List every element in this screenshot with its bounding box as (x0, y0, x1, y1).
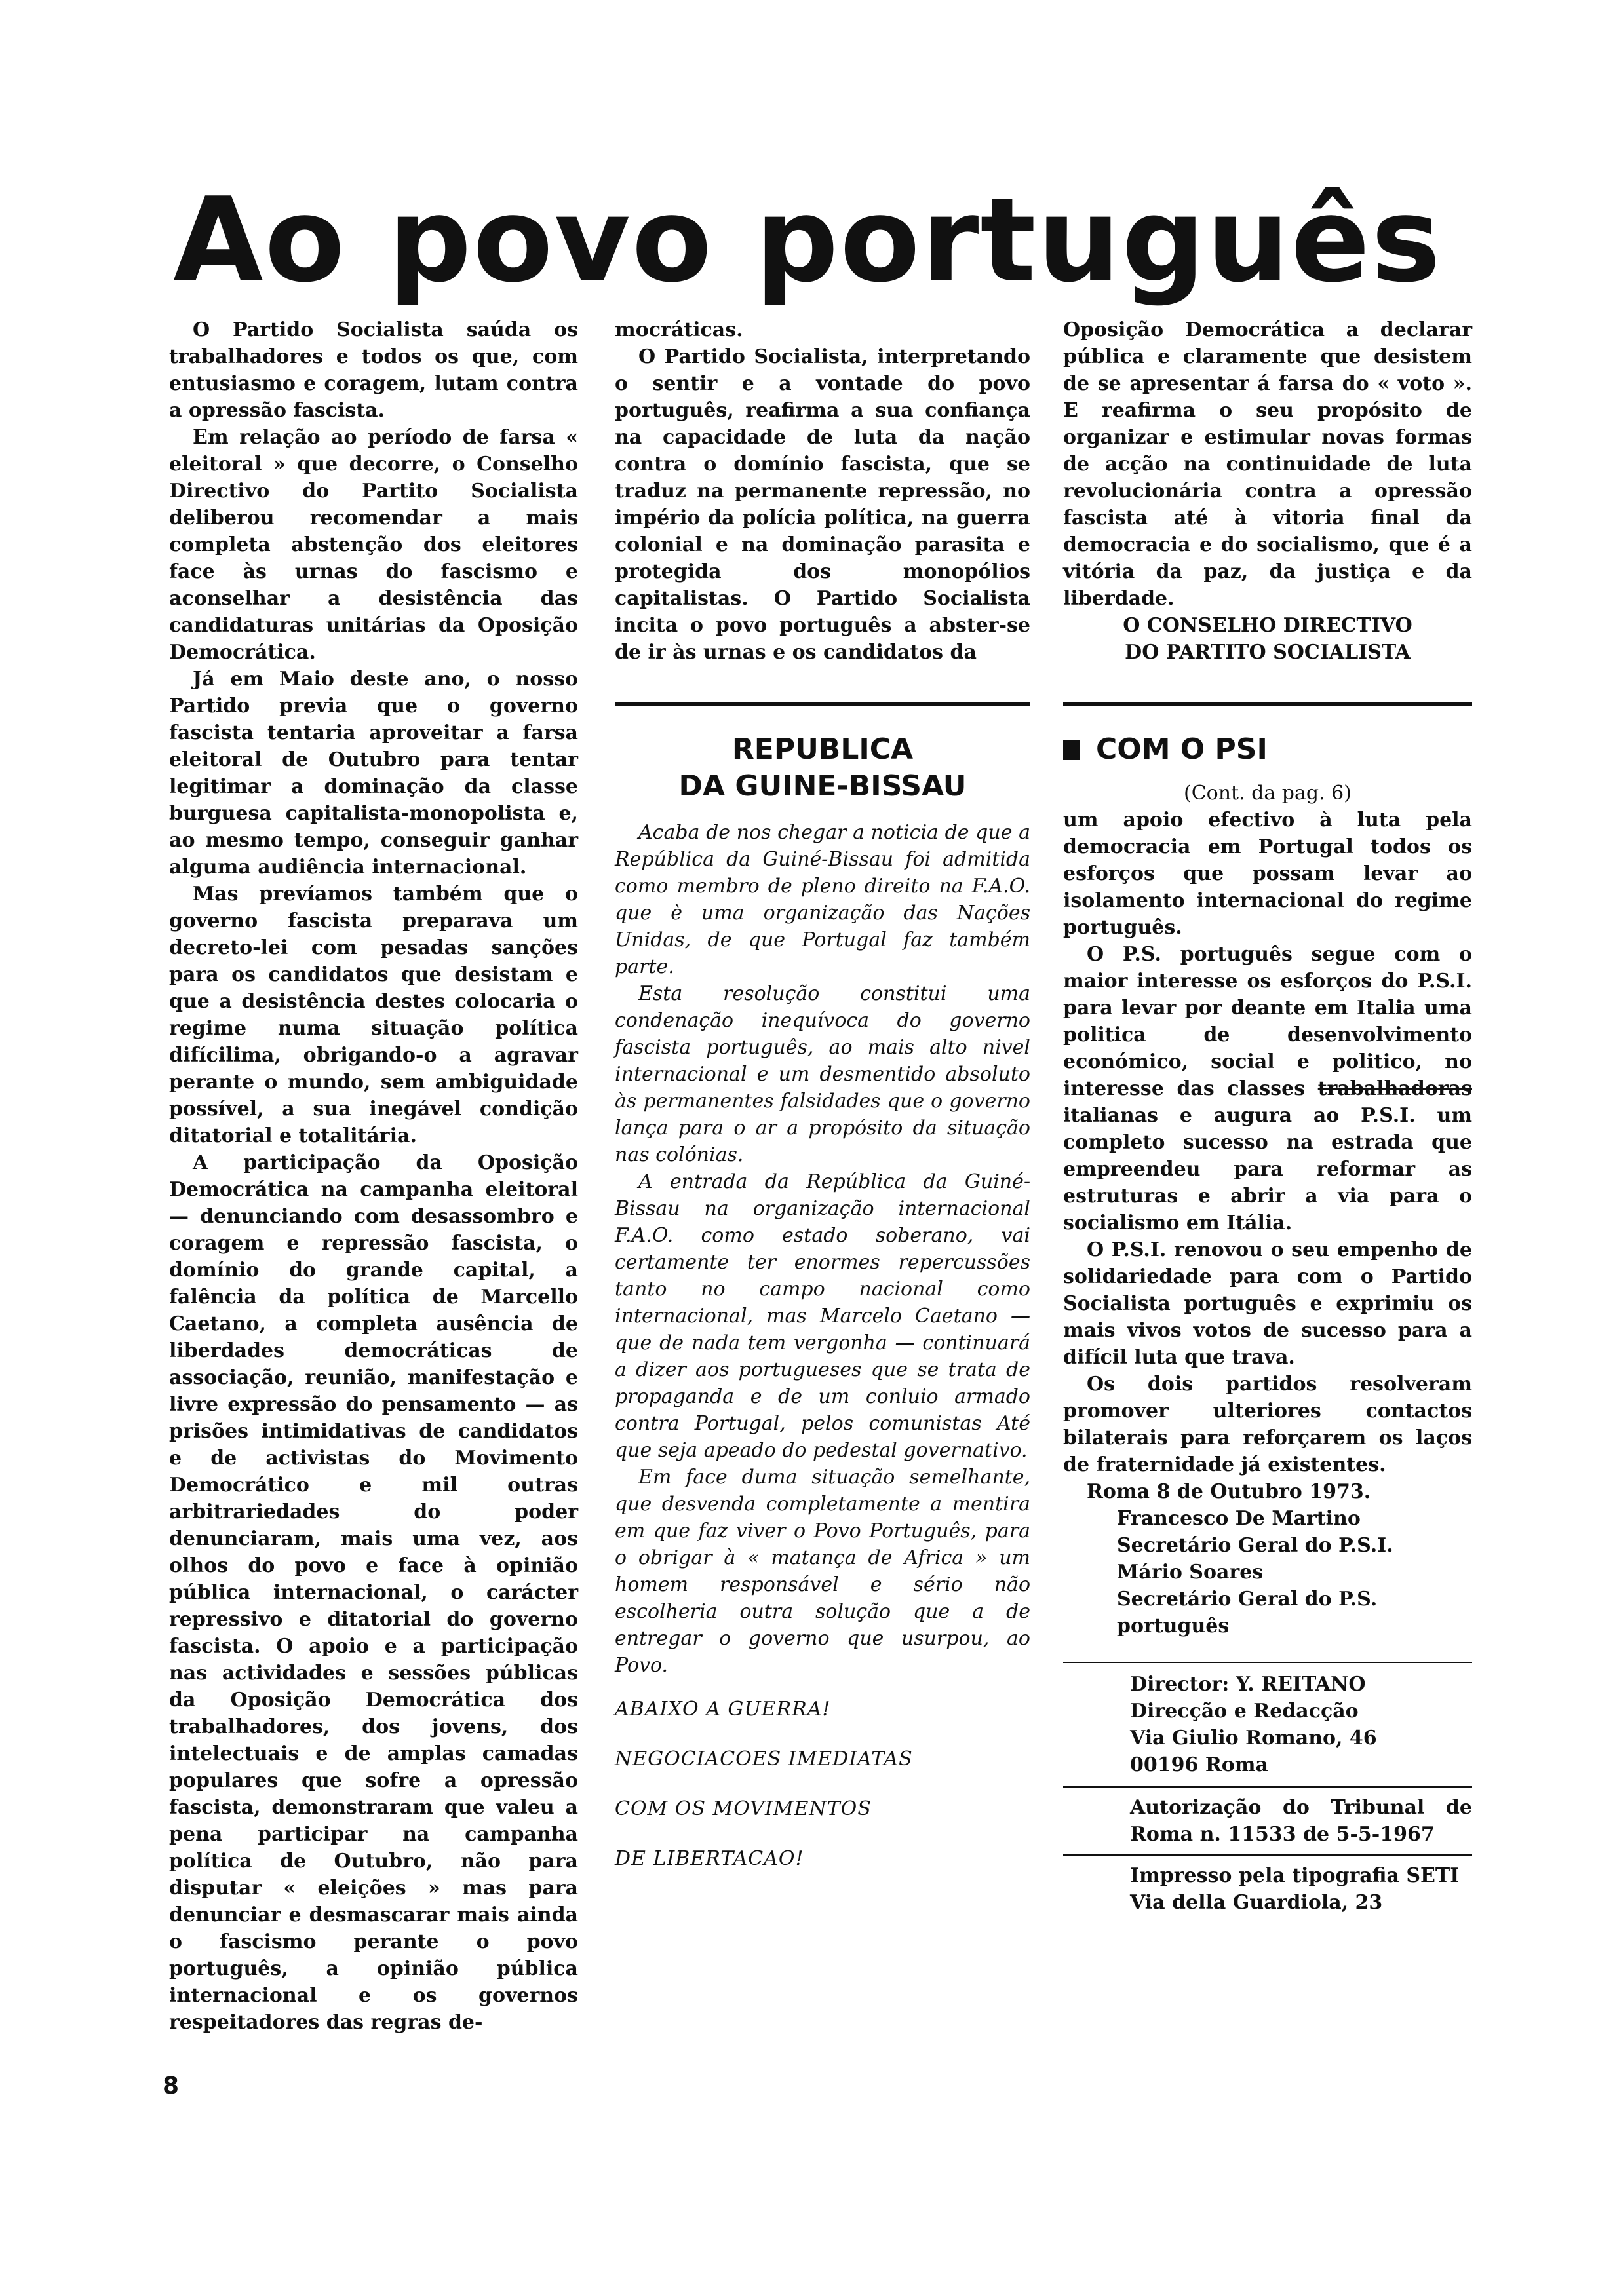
left-column (169, 316, 578, 2036)
signature-role: Secretário Geral do P.S. português (1117, 1588, 1378, 1637)
article-title-text: COM O PSI (1096, 733, 1268, 766)
paragraph-text: O P.S. português segue com o maior interesse os esforços do P.S.I. para levar por deante em Italia uma politica de desenvolvimento económico, social e politico, no interesse das classes (1063, 943, 1472, 1100)
slogan: DE LIBERTACAO! (615, 1847, 804, 1870)
colophon-printer (1063, 1856, 1472, 1916)
headline: Ao povo português (172, 172, 1443, 308)
signature-role: Secretário Geral do P.S.I. (1117, 1534, 1393, 1557)
paragraph: A participação da Oposição Democrática na campanha eleitoral — denunciando com desassombro e coragem e repressão fascista, o domínio do grande capital, a falência da política de Marcello Caetano, a completa ausência de liberdades democráticas de associação, reunião, manifestação e livre expressão do pensamento — as prisões intimidativas de candidatos e de activistas do Movimento Democrático e mil outras arbitrariedades do poder denunciaram, mais uma vez, aos olhos do povo e face à opinião pública internacional, o carácter repressivo e ditatorial do governo fascista. O apoio e a participação nas actividades e sessões públicas da Oposição Democrática dos trabalhadores, dos jovens, dos intelectuais e de amplas camadas populares que sofre a opressão fascista, demonstraram que valeu a pena participar na campanha política de Outubro, não para disputar « eleições » mas para denunciar e desmascarar mais ainda o fascismo perante o povo português, a opinião pública internacional e os governos respeitadores das regras de- (169, 1151, 578, 2034)
square-bullet-icon (1063, 740, 1080, 760)
paragraph: Em relação ao período de farsa « eleitoral » que decorre, o Conselho Directivo do Partito Socialista deliberou recomendar a mais completa abstenção dos eleitores face às urnas do fascismo e aconselhar a desistência das candidaturas unitárias da Oposição Democrática. (169, 426, 578, 664)
colophon-editor (1063, 1663, 1472, 1786)
paragraph: Acaba de nos chegar a noticia de que a República da Guiné-Bissau foi admitida como membro de pleno direito na F.A.O. que è uma organização das Nações Unidas, de que Portugal faz também parte. (615, 821, 1030, 978)
struck-word: trabalhadoras (1317, 1077, 1472, 1100)
colophon-address: Via Giulio Romano, 46 (1130, 1727, 1377, 1750)
colophon-line: Via della Guardiola, 23 (1130, 1891, 1383, 1914)
signatures (1063, 1505, 1472, 1639)
colophon (1063, 1662, 1472, 1916)
page-number: 8 (163, 2073, 180, 2099)
colophon-city: 00196 Roma (1130, 1753, 1268, 1776)
signature: Francesco De Martino (1117, 1507, 1361, 1530)
slogan: NEGOCIACOES IMEDIATAS (615, 1748, 913, 1770)
colophon-authorization (1063, 1788, 1472, 1854)
paragraph: O P.S.I. renovou o seu empenho de solidariedade para com o Partido Socialista português e exprimiu os mais vivos votos de sucesso para a difícil luta que trava. (1063, 1238, 1472, 1369)
paragraph: O Partido Socialista, interpretando o sentir e a vontade do povo português, reafirma a sua confiança na capacidade de luta da nação contra o domínio fascista, que se traduz na permanente repressão, no império da polícia política, na guerra colonial e na dominação parasita e protegida dos monopólios capitalistas. O Partido Socialista incita o povo português a abster-se de ir às urnas e os candidatos da (615, 345, 1030, 664)
colophon-line: Impresso pela tipografia SETI (1130, 1864, 1460, 1887)
article-title (1063, 727, 1472, 768)
paragraph: Já em Maio deste ano, o nosso Partido previa que o governo fascista tentaria aproveitar a farsa eleitoral de Outubro para tentar legitimar a dominação da classe burguesa capitalista-monopolista e, ao mesmo tempo, conseguir ganhar alguma audiência internacional. (169, 668, 578, 879)
paragraph: mocráticas. (615, 318, 743, 341)
section-divider (615, 702, 1030, 706)
paragraph: um apoio efectivo à luta pela democracia em Portugal todos os esforços que possam levar ao isolamento internacional do regime português. (1063, 809, 1472, 939)
place-date: Roma 8 de Outubro 1973. (1087, 1480, 1371, 1503)
paragraph-text: italianas e augura ao P.S.I. um completo sucesso na estrada que empreendeu para reformar as estruturas e abrir a via para o socialismo em Itália. (1063, 1104, 1472, 1234)
right-column-top (1063, 316, 1472, 666)
paragraph: Os dois partidos resolveram promover ulteriores contactos bilaterais para reforçarem os laços de fraternidade já existentes. (1063, 1373, 1472, 1476)
colophon-line: Direcção e Redacção (1130, 1700, 1359, 1723)
paragraph: Em face duma situação semelhante, que desvenda completamente a mentira em que faz viver o Povo Português, para o obrigar à « matança de Africa » um homem responsável e sério não escolheria outra solução que a de entregar o governo que usurpou, ao Povo. (615, 1466, 1030, 1677)
paragraph: A entrada da República da Guiné-Bissau na organização internacional F.A.O. como estado soberano, vai certamente ter enormes repercussões tanto no campo nacional como internacional, mas Marcelo Caetano — que de nada tem vergonha — continuará a dizer aos portugueses que se trata de propaganda e de um conluio armado contra Portugal, pelos comunistas Até que seja apeado do pedestal governativo. (615, 1170, 1030, 1462)
article-title: DA GUINE-BISSAU (678, 769, 967, 803)
paragraph: O Partido Socialista saúda os trabalhadores e todos os que, com entusiasmo e coragem, lutam contra a opressão fascista. (169, 318, 578, 422)
slogan: COM OS MOVIMENTOS (615, 1797, 872, 1820)
psi-article (1063, 727, 1472, 1916)
paragraph (1063, 941, 1472, 1236)
signature: Mário Soares (1117, 1561, 1264, 1584)
guine-bissau-article (615, 727, 1030, 1895)
paragraph: Esta resolução constitui uma condenação inequívoca do governo fascista português, ao mais alto nivel internacional e um desmentido absoluto às permanentes falsidades que o governo lança para o ar a propósito da situação nas colónias. (615, 982, 1030, 1166)
slogans (615, 1696, 1030, 1872)
paragraph: Mas prevíamos também que o governo fascista preparava um decreto-lei com pesadas sanções para os candidatos que desistam e que a desistência destes colocaria o regime numa situação política difícilima, obrigando-o a agravar perante o mundo, sem ambiguidade possível, a sua inegável condição ditatorial e totalitária. (169, 883, 578, 1147)
article-title: REPUBLICA (731, 733, 914, 766)
middle-column-top (615, 316, 1030, 666)
signature-line: DO PARTITO SOCIALISTA (1125, 641, 1411, 664)
section-divider (1063, 702, 1472, 706)
signature-line: O CONSELHO DIRECTIVO (1123, 614, 1412, 637)
article-body (615, 819, 1030, 1679)
continuation-note: (Cont. da pag. 6) (1184, 782, 1352, 805)
colophon-director: Director: Y. REITANO (1130, 1673, 1366, 1696)
colophon-line: Autorização do Tribunal de Roma n. 11533 de 5-5-1967 (1130, 1796, 1472, 1846)
paragraph: Oposição Democrática a declarar pública e claramente que desistem de se apresentar á farsa do « voto ». E reafirma o seu propósito de organizar e estimular novas formas de acção na continuidade de luta revolucionária contra a opressão fascista até à vitoria final da democracia e do socialismo, que é a vitória da paz, da justiça e da liberdade. (1063, 318, 1472, 610)
slogan: ABAIXO A GUERRA! (615, 1698, 831, 1721)
